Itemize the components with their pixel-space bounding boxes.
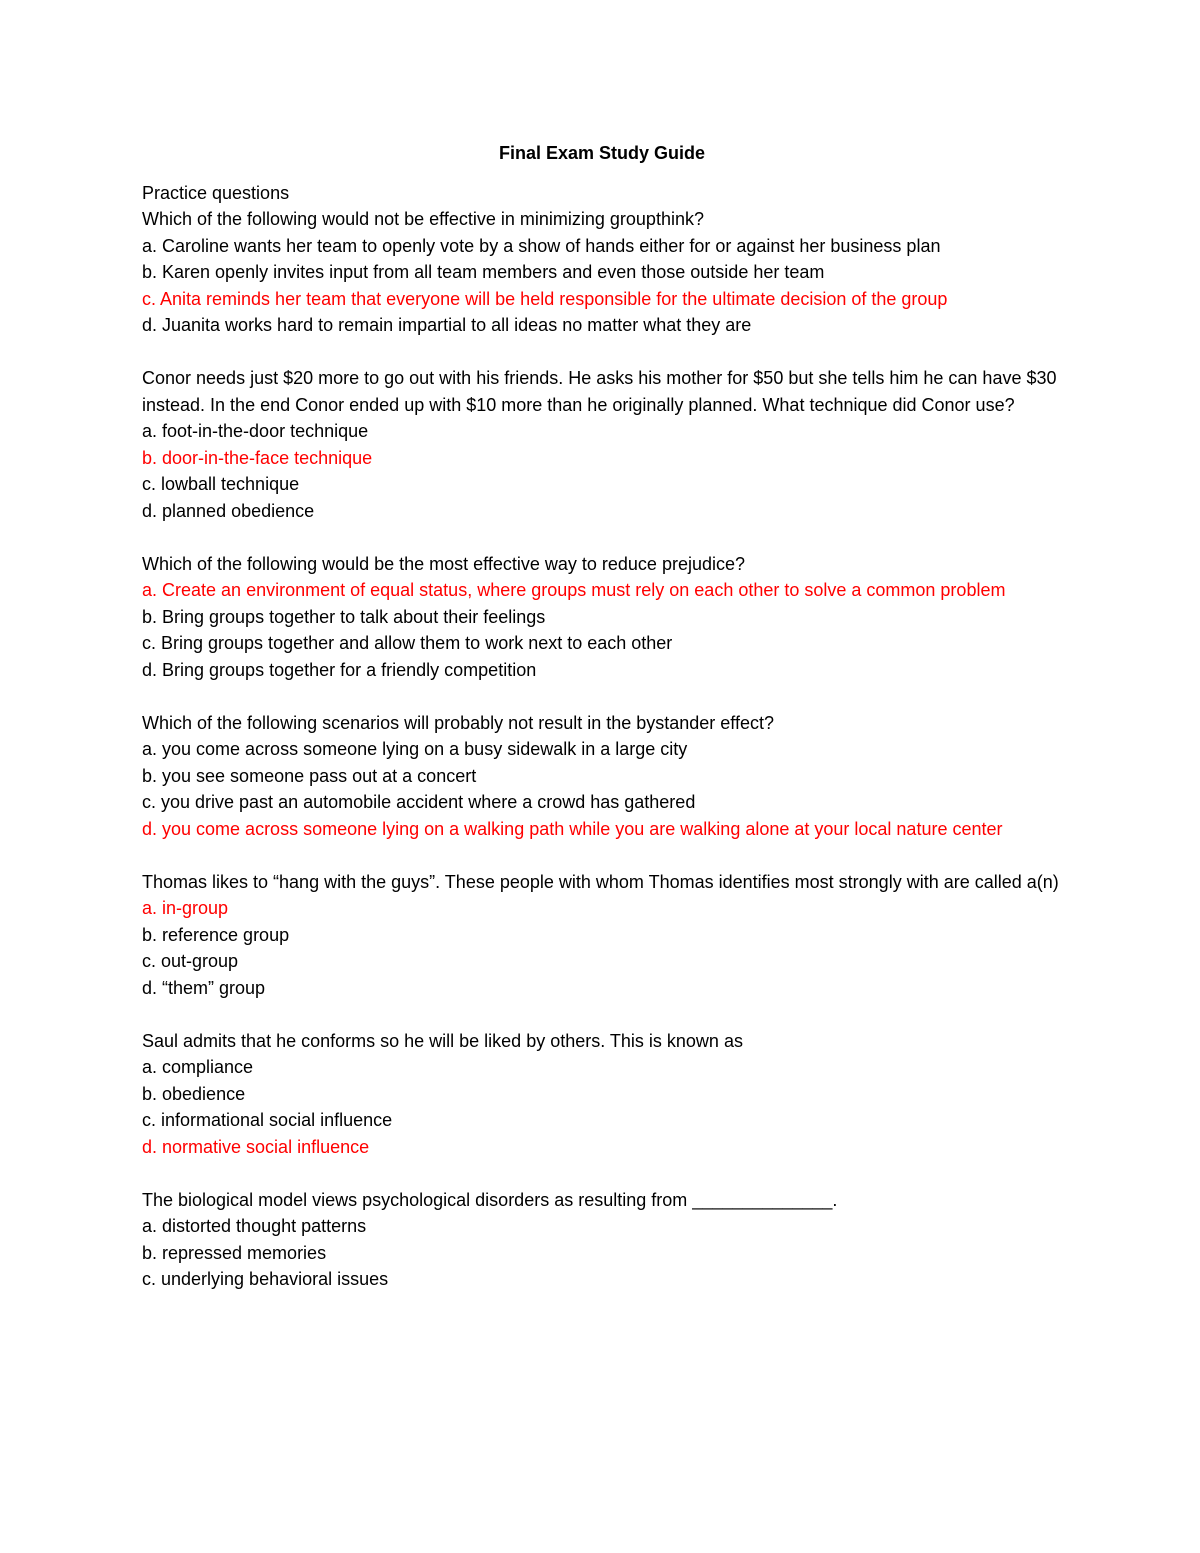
option-c: c. you drive past an automobile accident where a crowd has gathered	[142, 792, 696, 812]
option-a: a. compliance	[142, 1057, 254, 1077]
question-stem: The biological model views psychological disorders as resulting from ______________.	[142, 1189, 838, 1210]
spacer	[142, 1160, 1062, 1187]
option-d: d. Bring groups together for a friendly competition	[142, 659, 537, 680]
page-title: Final Exam Study Guide	[498, 143, 706, 163]
question-block	[142, 551, 1062, 684]
option-a: a. distorted thought patterns	[142, 1216, 367, 1236]
question-stem: Saul admits that he conforms so he will be liked by others. This is known as	[142, 1030, 743, 1051]
correct-answer-option: c. Anita reminds her team that everyone will be held responsible for the ultimate decision of the group	[142, 288, 948, 309]
question-block	[142, 710, 1062, 843]
question-block	[142, 365, 1062, 524]
option-c: c. Bring groups together and allow them to work next to each other	[142, 633, 673, 653]
section-label: Practice questions	[142, 182, 290, 203]
correct-answer-option: d. normative social influence	[142, 1136, 370, 1157]
spacer	[142, 339, 1062, 366]
option-a: a. you come across someone lying on a busy sidewalk in a large city	[142, 739, 688, 759]
question-block	[142, 1028, 1062, 1161]
option-d: d. planned obedience	[142, 500, 315, 521]
document-body	[142, 140, 1062, 1293]
option-c: c. lowball technique	[142, 474, 300, 494]
spacer	[142, 1001, 1062, 1028]
question-block	[142, 1187, 1062, 1293]
correct-answer-option: b. door-in-the-face technique	[142, 447, 373, 468]
correct-answer-option: d. you come across someone lying on a walking path while you are walking alone at your local nature center	[142, 818, 1003, 839]
correct-answer-option: a. Create an environment of equal status, where groups must rely on each other to solve a common problem	[142, 580, 1006, 600]
option-b: b. Karen openly invites input from all team members and even those outside her team	[142, 262, 825, 282]
correct-answer-option: a. in-group	[142, 898, 229, 918]
question-block	[142, 869, 1062, 1002]
option-c: c. out-group	[142, 951, 239, 971]
option-c: c. underlying behavioral issues	[142, 1269, 389, 1289]
option-a: a. Caroline wants her team to openly vote by a show of hands either for or against her business plan	[142, 235, 941, 256]
question-stem: Which of the following scenarios will probably not result in the bystander effect?	[142, 712, 775, 733]
spacer	[142, 842, 1062, 869]
question-stem: Which of the following would not be effective in minimizing groupthink?	[142, 209, 704, 229]
option-c: c. informational social influence	[142, 1110, 393, 1130]
option-b: b. obedience	[142, 1083, 246, 1104]
spacer	[142, 524, 1062, 551]
spacer	[142, 683, 1062, 710]
question-stem: Thomas likes to “hang with the guys”. These people with whom Thomas identifies most strongly with are called a(n)	[142, 871, 1059, 892]
option-d: d. Juanita works hard to remain impartial to all ideas no matter what they are	[142, 315, 752, 335]
option-b: b. Bring groups together to talk about their feelings	[142, 606, 546, 627]
option-b: b. you see someone pass out at a concert	[142, 765, 477, 786]
question-stem: Conor needs just $20 more to go out with his friends. He asks his mother for $50 but she tells him he can have $30 instead. In the end Conor ended up with $10 more than he originally planned. What technique did Conor use?	[142, 368, 1057, 415]
question-block	[142, 206, 1062, 339]
question-stem: Which of the following would be the most effective way to reduce prejudice?	[142, 553, 745, 574]
option-b: b. repressed memories	[142, 1242, 327, 1263]
option-a: a. foot-in-the-door technique	[142, 421, 369, 441]
option-d: d. “them” group	[142, 977, 266, 998]
option-b: b. reference group	[142, 924, 290, 945]
